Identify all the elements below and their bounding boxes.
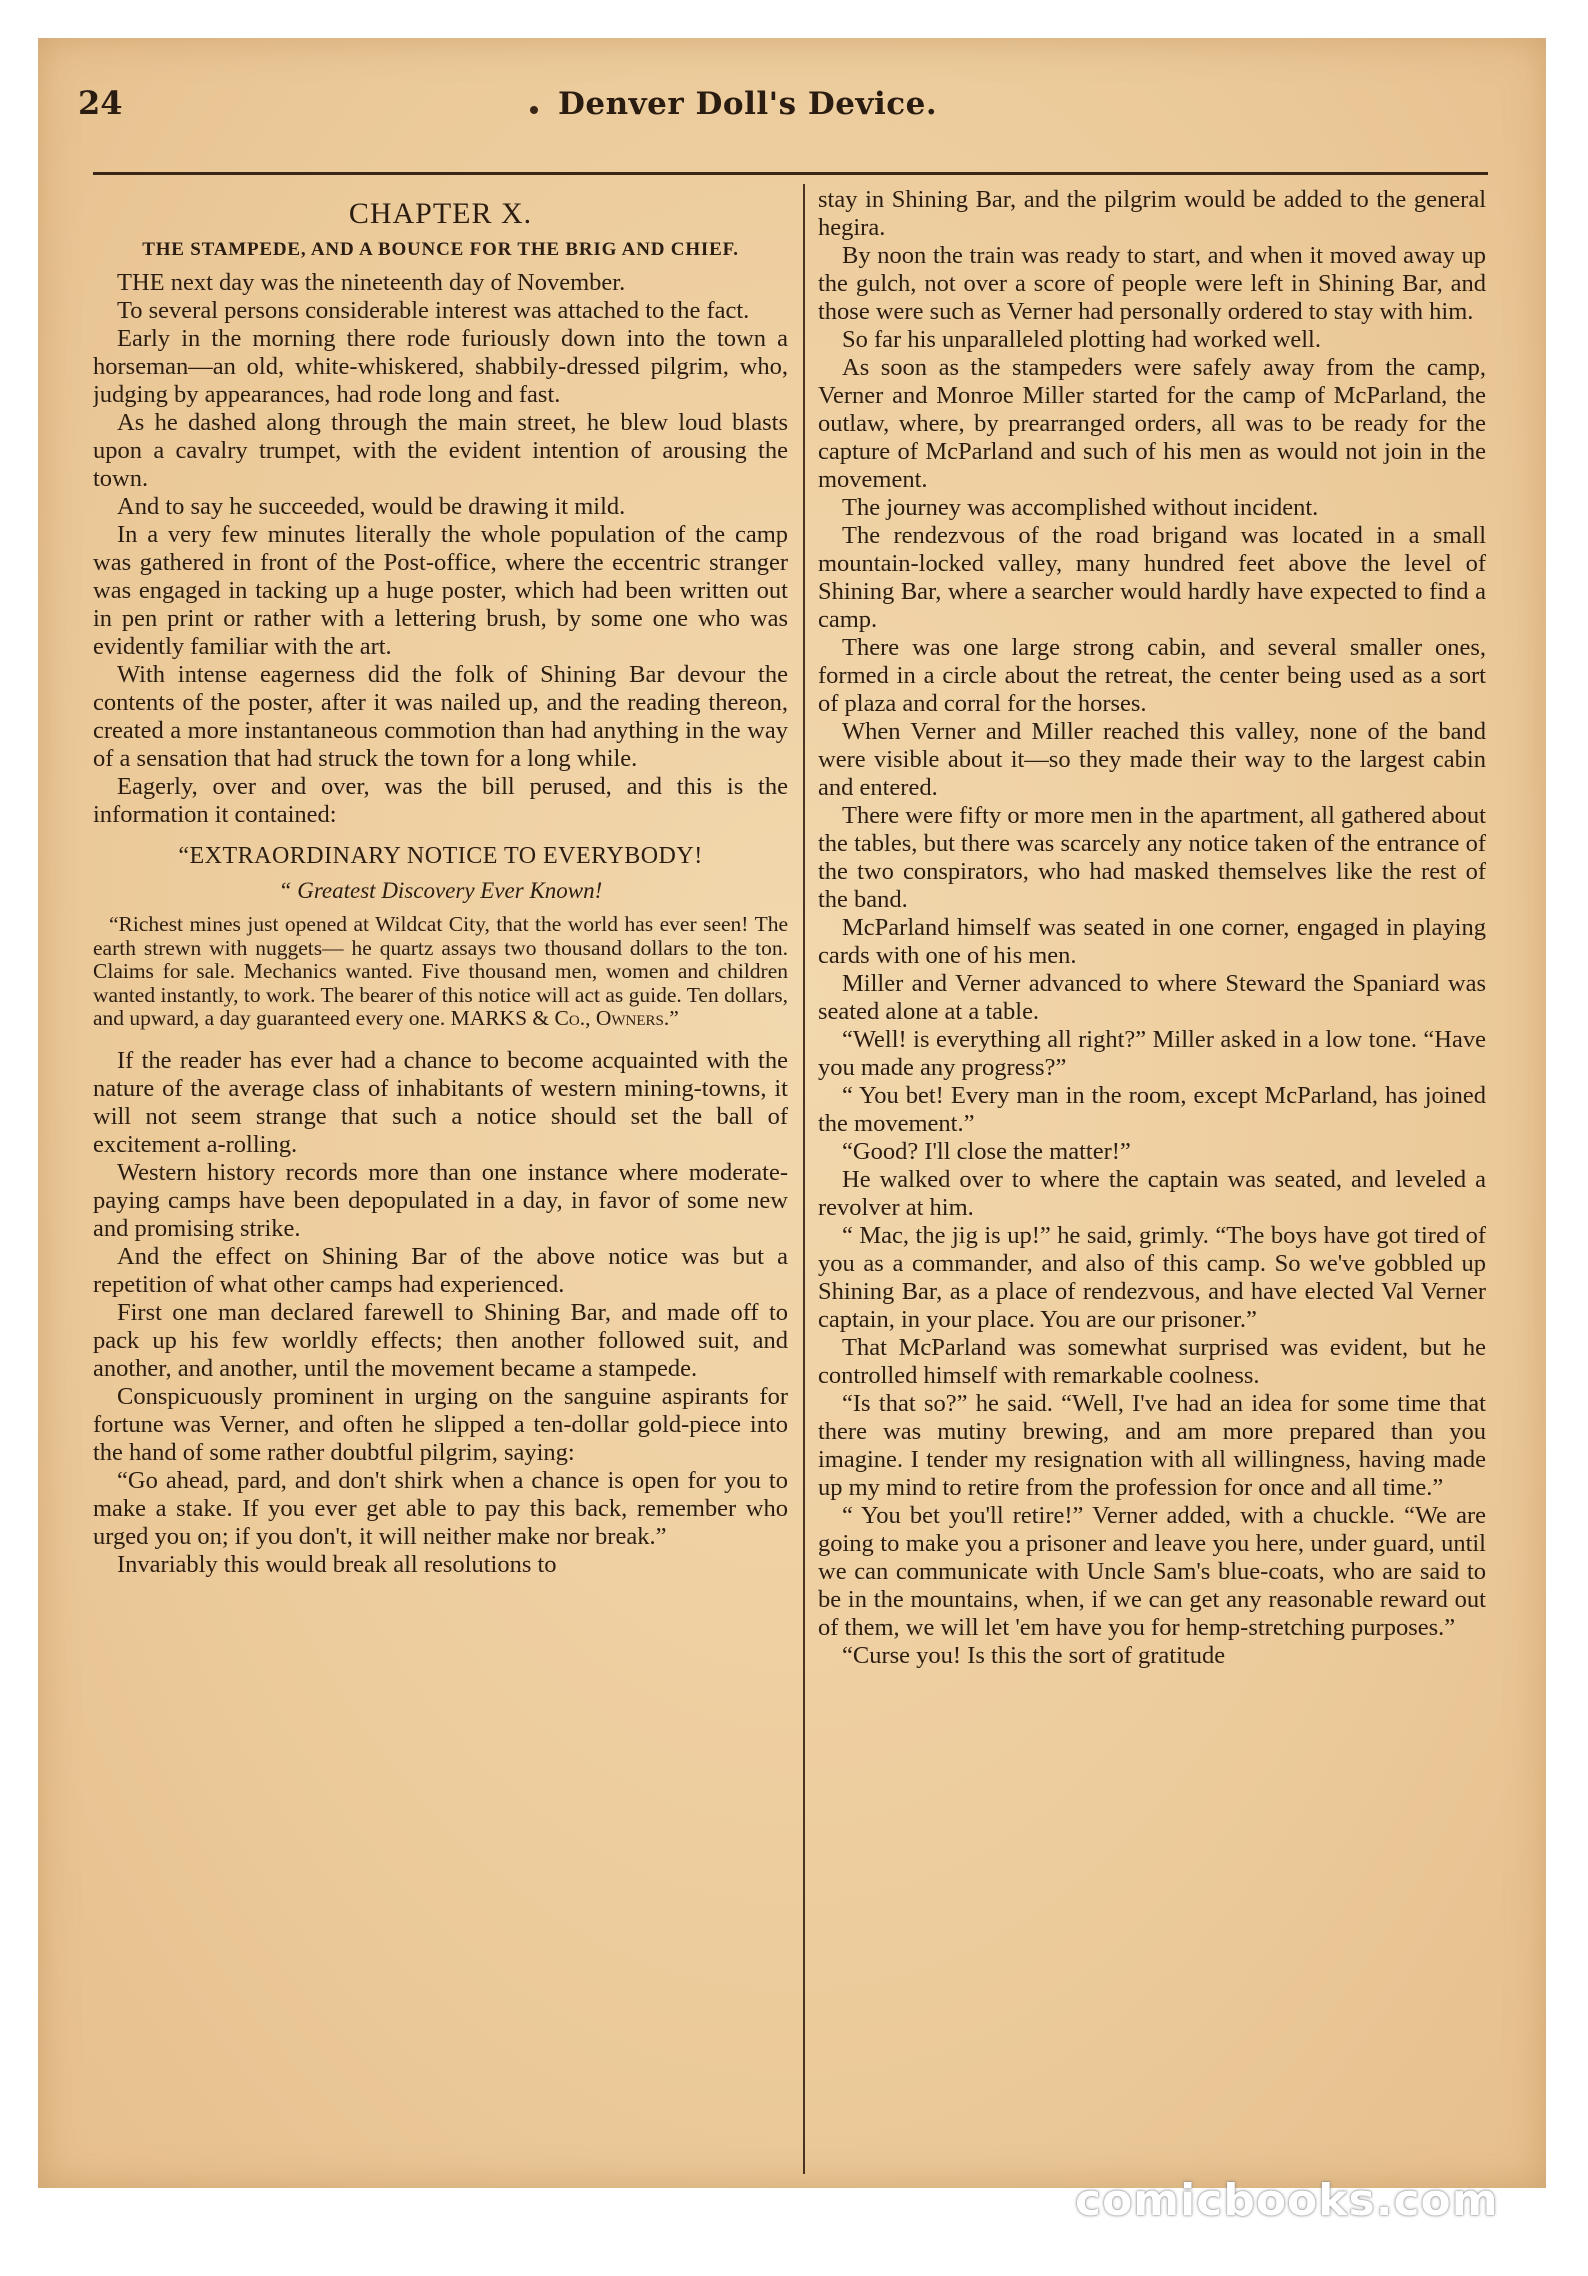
notice-subheading: “ Greatest Discovery Ever Known! bbox=[278, 878, 603, 903]
page-header bbox=[78, 84, 1478, 140]
paragraph: And the effect on Shining Bar of the above notice was but a repetition of what other camps had experienced. bbox=[93, 1242, 788, 1298]
notice-signature: MARKS & Co., Owners.” bbox=[450, 1006, 679, 1030]
paragraph: That McParland was somewhat surprised was evident, but he controlled himself with remarkable coolness. bbox=[818, 1334, 1486, 1389]
notice-heading: “EXTRAORDINARY NOTICE TO EVERYBODY! bbox=[178, 843, 703, 869]
header-rule bbox=[93, 172, 1488, 175]
paragraph: There was one large strong cabin, and several smaller ones, formed in a circle about the retreat, the center being used as a sort of plaza and corral for the horses. bbox=[818, 634, 1486, 717]
paragraph: Eagerly, over and over, was the bill perused, and this is the information it contained: bbox=[93, 773, 788, 828]
paragraph: “Good? I'll close the matter!” bbox=[842, 1138, 1131, 1165]
paragraph: To several persons considerable interest was attached to the fact. bbox=[117, 297, 750, 324]
paragraph: “Is that so?” he said. “Well, I've had an idea for some time that there was mutiny brewing, and am more prepared than you imagine. I tender my resignation with all willingness, having made up my mind to retire from the profession for once and all time.” bbox=[818, 1390, 1486, 1501]
paragraph: Conspicuously prominent in urging on the sanguine aspirants for fortune was Verner, and often he slipped a ten-dollar gold-piece into the hand of some rather doubtful pilgrim, saying: bbox=[93, 1382, 788, 1466]
paragraph: “Curse you! Is this the sort of gratitude bbox=[842, 1642, 1226, 1669]
site-watermark: comicbooks.com bbox=[1075, 2175, 1499, 2226]
right-column bbox=[818, 186, 1486, 2181]
paragraph: As soon as the stampeders were safely away from the camp, Verner and Monroe Miller started for the camp of McParland, the outlaw, where, by prearranged orders, all was to be ready for the capture of McParland and such of his men as would not join in the movement. bbox=[818, 354, 1486, 493]
paragraph: “Well! is everything all right?” Miller asked in a low tone. “Have you made any progress?” bbox=[818, 1026, 1486, 1081]
paragraph: Early in the morning there rode furiously down into the town a horseman—an old, white-whiskered, shabbily-dressed pilgrim, who, judging by appearances, had rode long and fast. bbox=[93, 325, 788, 408]
chapter-subtitle: THE STAMPEDE, AND A BOUNCE FOR THE BRIG AND CHIEF. bbox=[142, 239, 739, 260]
paragraph: “ You bet! Every man in the room, except McParland, has joined the movement.” bbox=[818, 1082, 1486, 1137]
paragraph: By noon the train was ready to start, and when it moved away up the gulch, not over a score of people were left in Shining Bar, and those were such as Verner had personally ordered to stay with him. bbox=[818, 242, 1486, 325]
page-number: 24 bbox=[78, 84, 123, 122]
column-divider bbox=[803, 184, 805, 2174]
paragraph: With intense eagerness did the folk of Shining Bar devour the contents of the poster, after it was nailed up, and the reading thereon, created a more instantaneous commotion than had anything in the way of a sensation that had struck the town for a long while. bbox=[93, 661, 788, 772]
paragraph: stay in Shining Bar, and the pilgrim would be added to the general hegira. bbox=[818, 186, 1486, 241]
paragraph: If the reader has ever had a chance to become acquainted with the nature of the average class of inhabitants of western mining-towns, it will not seem strange that such a notice should set the ball of excitement a-rolling. bbox=[93, 1046, 788, 1158]
paragraph: McParland himself was seated in one corner, engaged in playing cards with one of his men. bbox=[818, 914, 1486, 969]
notice-body bbox=[93, 913, 788, 1031]
paragraph: “Go ahead, pard, and don't shirk when a chance is open for you to make a stake. If you ever get able to pay this back, remember who urged you on; if you don't, it will neither make nor break.” bbox=[93, 1466, 788, 1550]
chapter-title: CHAPTER X. bbox=[348, 197, 533, 230]
paragraph: So far his unparalleled plotting had worked well. bbox=[842, 326, 1321, 353]
paragraph: Invariably this would break all resolutions to bbox=[117, 1550, 557, 1578]
paragraph: The journey was accomplished without incident. bbox=[842, 494, 1319, 521]
paragraph: The rendezvous of the road brigand was located in a small mountain-locked valley, many hundred feet above the level of Shining Bar, where a searcher would hardly have expected to find a camp. bbox=[818, 522, 1486, 633]
paragraph: Miller and Verner advanced to where Steward the Spaniard was seated alone at a table. bbox=[818, 970, 1486, 1025]
paragraph: There were fifty or more men in the apartment, all gathered about the tables, but there was scarcely any notice taken of the entrance of the two conspirators, who had masked themselves like the rest of the band. bbox=[818, 802, 1486, 913]
paragraph: And to say he succeeded, would be drawing it mild. bbox=[117, 493, 626, 520]
paragraph: First one man declared farewell to Shining Bar, and made off to pack up his few worldly effects; then another followed suit, and another, and another, until the movement became a stampede. bbox=[93, 1298, 788, 1382]
book-page bbox=[38, 38, 1546, 2188]
paragraph: As he dashed along through the main street, he blew loud blasts upon a cavalry trumpet, with the evident intention of arousing the town. bbox=[93, 409, 788, 492]
paragraph: “ Mac, the jig is up!” he said, grimly. “The boys have got tired of you as a commander, and also of this camp. So we've gobbled up Shining Bar, as a place of rendezvous, and have elected Val Verner captain, in your place. You are our prisoner.” bbox=[818, 1222, 1486, 1333]
running-title: Denver Doll's Device. bbox=[558, 86, 938, 122]
paragraph: THE next day was the nineteenth day of November. bbox=[117, 269, 626, 296]
paragraph: “ You bet you'll retire!” Verner added, with a chuckle. “We are going to make you a prisoner and leave you here, under guard, until we can communicate with Uncle Sam's blue-coats, who are said to be in the mountains, when, if we can get any reasonable reward out of them, we will let 'em have you for hemp-stretching purposes.” bbox=[818, 1502, 1486, 1641]
paragraph: Western history records more than one instance where moderate-paying camps have been depopulated in a day, in favor of some new and promising strike. bbox=[93, 1158, 788, 1242]
header-ornament bbox=[530, 106, 538, 114]
paragraph: When Verner and Miller reached this valley, none of the band were visible about it—so they made their way to the largest cabin and entered. bbox=[818, 718, 1486, 801]
notice-text: “Richest mines just opened at Wildcat City, that the world has ever seen! The earth strewn with nuggets— he quartz assays two thousand dollars to the ton. Claims for sale. Mechanics wanted. Five thousand men, women and children wanted instantly, to work. The bearer of this notice will act as guide. Ten dollars, and upward, a day guaranteed every one. bbox=[93, 912, 788, 1030]
paragraph: He walked over to where the captain was seated, and leveled a revolver at him. bbox=[818, 1166, 1486, 1221]
paragraph: In a very few minutes literally the whole population of the camp was gathered in front of the Post-office, where the eccentric stranger was engaged in tacking up a huge poster, which had been written out in pen print or rather with a lettering brush, by some one who was evidently familiar with the art. bbox=[93, 521, 788, 660]
left-column bbox=[93, 186, 788, 2181]
